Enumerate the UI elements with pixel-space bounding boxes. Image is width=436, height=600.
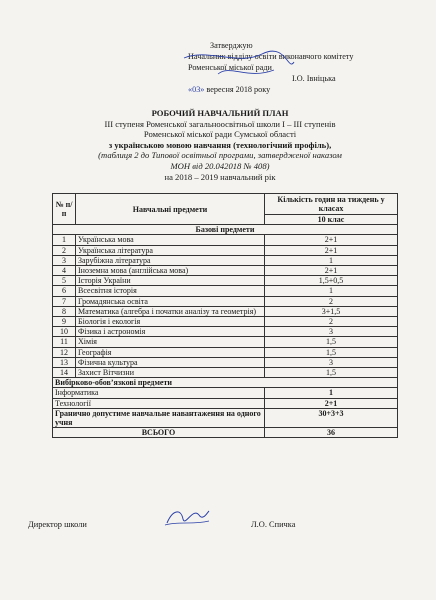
row-number: 8: [53, 306, 76, 316]
limit-label: Гранично допустиме навчальне навантаження на одного учня: [53, 408, 265, 427]
table-row: [53, 266, 398, 276]
row-subject: Хімія: [76, 337, 265, 347]
heading-language-line: з українською мовою навчання (технологічний профіль),: [108, 139, 332, 150]
row-number: 11: [53, 337, 76, 347]
table-row: [53, 276, 398, 286]
row-subject: Захист Вітчизни: [76, 368, 265, 378]
table-row: [53, 337, 398, 347]
row-number: 3: [53, 255, 76, 265]
row-hours: 1: [265, 286, 398, 296]
row-subject: Історія України: [76, 276, 265, 286]
table-row: [53, 306, 398, 316]
row-hours: 1,5: [265, 347, 398, 357]
table-row: [53, 235, 398, 245]
row-number: 2: [53, 245, 76, 255]
row-subject: Іноземна мова (англійська мова): [76, 266, 265, 276]
row-subject: Всесвітня історія: [76, 286, 265, 296]
director-signature: [163, 505, 211, 529]
col-subject-header: Навчальні предмети: [76, 194, 265, 225]
row-hours: 2+1: [265, 235, 398, 245]
row-hours: 2: [265, 317, 398, 327]
row-number: 10: [53, 327, 76, 337]
table-row: [53, 296, 398, 306]
section-elective: Вибірково-обов’язкові предмети: [53, 378, 398, 388]
row-subject: Математика (алгебра і початки аналізу та геометрія): [76, 306, 265, 316]
row-number: 9: [53, 317, 76, 327]
table-row: [53, 388, 398, 398]
table-row: [53, 408, 398, 427]
row-subject: Фізична культура: [76, 357, 265, 367]
approval-date-day: «03»: [188, 85, 205, 94]
row-hours: 2+1: [265, 245, 398, 255]
row-hours: 1,5: [265, 368, 398, 378]
row-subject: Українська мова: [76, 235, 265, 245]
heading-school-line: ІІІ ступеня Роменської загальноосвітньої школи І – ІІІ ступенів: [104, 118, 336, 129]
document-heading: [20, 108, 420, 182]
total-value: 36: [265, 428, 398, 438]
row-hours: 3: [265, 327, 398, 337]
row-number: 13: [53, 357, 76, 367]
row-number: 4: [53, 266, 76, 276]
subject-rows: [53, 235, 398, 378]
total-label: ВСЬОГО: [53, 428, 265, 438]
table-row: [53, 255, 398, 265]
approval-name: І.О. Івніцька: [292, 74, 336, 83]
table-row: [53, 347, 398, 357]
row-number: 1: [53, 235, 76, 245]
col-hours-header: Кількість годин на тиждень у класах: [265, 194, 398, 215]
elective-subject: Інформатика: [53, 388, 265, 398]
table-row: [53, 398, 398, 408]
approval-signature-mark: [178, 44, 298, 84]
table-row: [53, 357, 398, 367]
approval-title: Затверджую: [210, 41, 253, 50]
section-basic: Базові предмети: [53, 225, 398, 235]
table-row: [53, 286, 398, 296]
signature-position: Директор школи: [28, 520, 87, 529]
col-class-header: 10 клас: [265, 215, 398, 225]
curriculum-table: [52, 193, 398, 438]
row-hours: 3: [265, 357, 398, 367]
row-hours: 2+1: [265, 266, 398, 276]
approval-council: Роменської міської ради: [188, 63, 272, 72]
limit-value: 30+3+3: [265, 408, 398, 427]
table-row: [53, 428, 398, 438]
row-number: 6: [53, 286, 76, 296]
table-row: [53, 327, 398, 337]
row-subject: Українська література: [76, 245, 265, 255]
approval-position: Начальник відділу освіти виконавчого комітету: [188, 52, 354, 61]
table-row: [53, 245, 398, 255]
approval-date-rest: вересня 2018 року: [204, 85, 271, 94]
row-hours: 2: [265, 296, 398, 306]
row-number: 7: [53, 296, 76, 306]
table-row: [53, 368, 398, 378]
elective-hours: 2+1: [265, 398, 398, 408]
row-hours: 1,5+0,5: [265, 276, 398, 286]
document-title: РОБОЧИЙ НАВЧАЛЬНИЙ ПЛАН: [151, 108, 289, 118]
row-hours: 1,5: [265, 337, 398, 347]
row-number: 5: [53, 276, 76, 286]
heading-order-line: МОН від 20.042018 № 408): [170, 160, 270, 171]
table-row: [53, 317, 398, 327]
row-hours: 3+1,5: [265, 306, 398, 316]
col-num-header: № п/п: [53, 194, 76, 225]
heading-council-line: Роменської міської ради Сумської області: [143, 129, 297, 140]
row-hours: 1: [265, 255, 398, 265]
row-subject: Географія: [76, 347, 265, 357]
elective-hours: 1: [265, 388, 398, 398]
signature-name: Л.О. Спичка: [251, 520, 296, 529]
row-subject: Біологія і екологія: [76, 317, 265, 327]
heading-basis-line: (таблиця 2 до Типової освітньої програми, затвердженої наказом: [98, 150, 342, 161]
elective-subject: Технології: [53, 398, 265, 408]
row-number: 14: [53, 368, 76, 378]
row-number: 12: [53, 347, 76, 357]
heading-year-line: на 2018 – 2019 навчальний рік: [164, 171, 276, 182]
row-subject: Зарубіжна література: [76, 255, 265, 265]
row-subject: Громадянська освіта: [76, 296, 265, 306]
row-subject: Фізика і астрономія: [76, 327, 265, 337]
